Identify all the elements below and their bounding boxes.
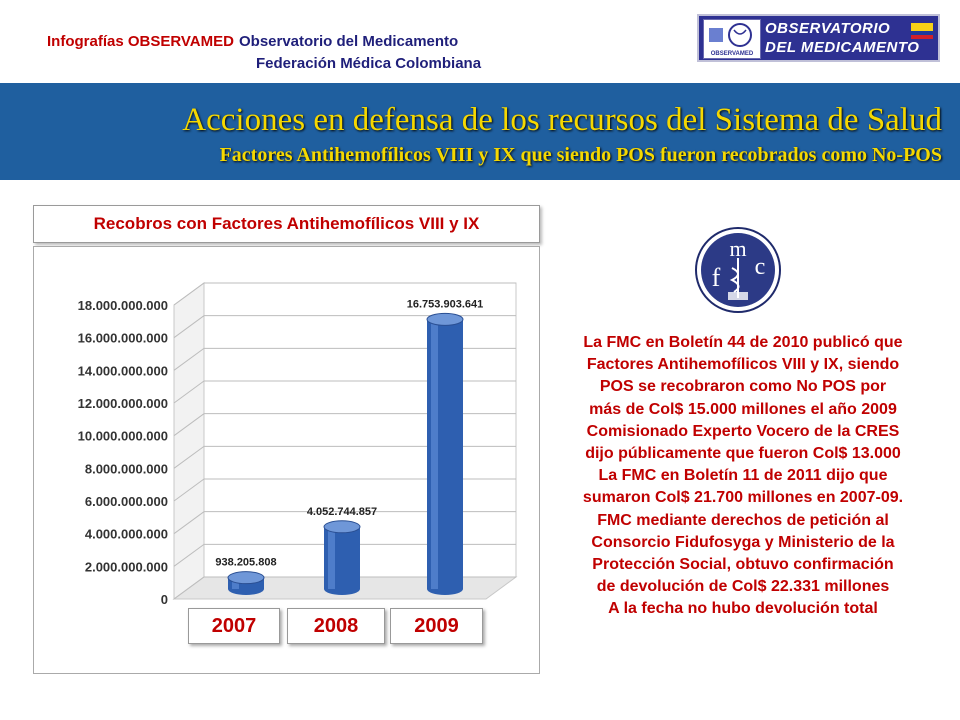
bar-highlight: [328, 527, 335, 589]
y-tick-label: 4.000.000.000: [84, 526, 168, 542]
y-tick-label: 10.000.000.000: [77, 428, 168, 444]
chart-title: Recobros con Factores Antihemofílicos VIII y IX: [33, 205, 540, 243]
y-tick-label: 12.000.000.000: [77, 396, 168, 411]
data-label-2008: 4.052.744.857: [306, 505, 378, 518]
page-subtitle: Factores Antihemofílicos VIII y IX que siendo POS fueron recobrados como No-POS: [219, 144, 942, 166]
observatorio-logo: [697, 14, 940, 62]
observamed-emblem-icon: [704, 20, 760, 50]
bar-2009: [427, 313, 463, 595]
observamed-badge-icon: [703, 19, 761, 59]
statement-line: más de Col$ 15.000 millones el año 2009: [589, 400, 897, 418]
statement-line: La FMC en Boletín 11 de 2011 dijo que: [598, 467, 888, 485]
statement-line: de devolución de Col$ 22.331 millones: [596, 578, 890, 596]
y-tick-label: 16.000.000.000: [77, 330, 168, 346]
header-observatory: Observatorio del Medicamento: [238, 33, 459, 50]
statement-line: A la fecha no hubo devolución total: [608, 600, 878, 618]
y-tick-label: 6.000.000.000: [84, 494, 168, 509]
y-tick-label: 14.000.000.000: [77, 363, 168, 379]
header-brand: Infografías OBSERVAMED: [47, 33, 234, 50]
logo-line-1: OBSERVATORIO: [765, 20, 891, 37]
fmc-letter-m: m: [729, 236, 747, 261]
statement-line: Protección Social, obtuvo confirmación: [592, 556, 894, 574]
statement-line: Factores Antihemofílicos VIII y IX, siendo: [586, 356, 900, 374]
y-tick-label: 2.000.000.000: [84, 559, 168, 575]
page-title: Acciones en defensa de los recursos del Sistema de Salud: [182, 102, 942, 138]
category-label-2008: 2008: [287, 608, 385, 644]
bar-2007: [228, 572, 264, 595]
statement-line: sumaron Col$ 21.700 millones en 2007-09.: [582, 489, 904, 507]
y-tick-label: 0: [160, 592, 168, 607]
observamed-badge-label: OBSERVAMED: [710, 51, 754, 57]
statement-line: POS se recobraron como No POS por: [599, 378, 887, 396]
category-label-2009: 2009: [390, 608, 483, 644]
statement-line: dijo públicamente que fueron Col$ 13.000: [585, 445, 901, 463]
bar-highlight: [431, 319, 438, 589]
bar-cap: [228, 572, 264, 584]
logo-line-2: DEL MEDICAMENTO: [765, 39, 920, 56]
fmc-statement: [548, 332, 938, 621]
fmc-logo-icon: [694, 226, 782, 314]
data-label-2009: 16.753.903.641: [406, 298, 484, 311]
chart-side-wall: [174, 283, 204, 599]
data-label-2007: 938.205.808: [215, 556, 277, 569]
statement-line: Comisionado Experto Vocero de la CRES: [586, 422, 900, 440]
fmc-letter-c: c: [754, 254, 766, 280]
y-tick-label: 18.000.000.000: [77, 298, 168, 313]
bar-cap: [427, 313, 463, 325]
header-line-1: [47, 33, 458, 50]
statement-line: La FMC en Boletín 44 de 2010 publicó que: [583, 334, 903, 351]
statement-line: FMC mediante derechos de petición al: [597, 511, 889, 529]
colombia-flag-icon: [911, 23, 933, 39]
category-label-2007: 2007: [188, 608, 280, 644]
fmc-letter-f: f: [711, 263, 721, 292]
header-federation: Federación Médica Colombiana: [256, 55, 482, 72]
y-tick-label: 8.000.000.000: [84, 461, 168, 477]
bar-cap: [324, 521, 360, 533]
bar-2008: [324, 521, 360, 595]
statement-line: Consorcio Fidufosyga y Ministerio de la: [591, 533, 895, 551]
